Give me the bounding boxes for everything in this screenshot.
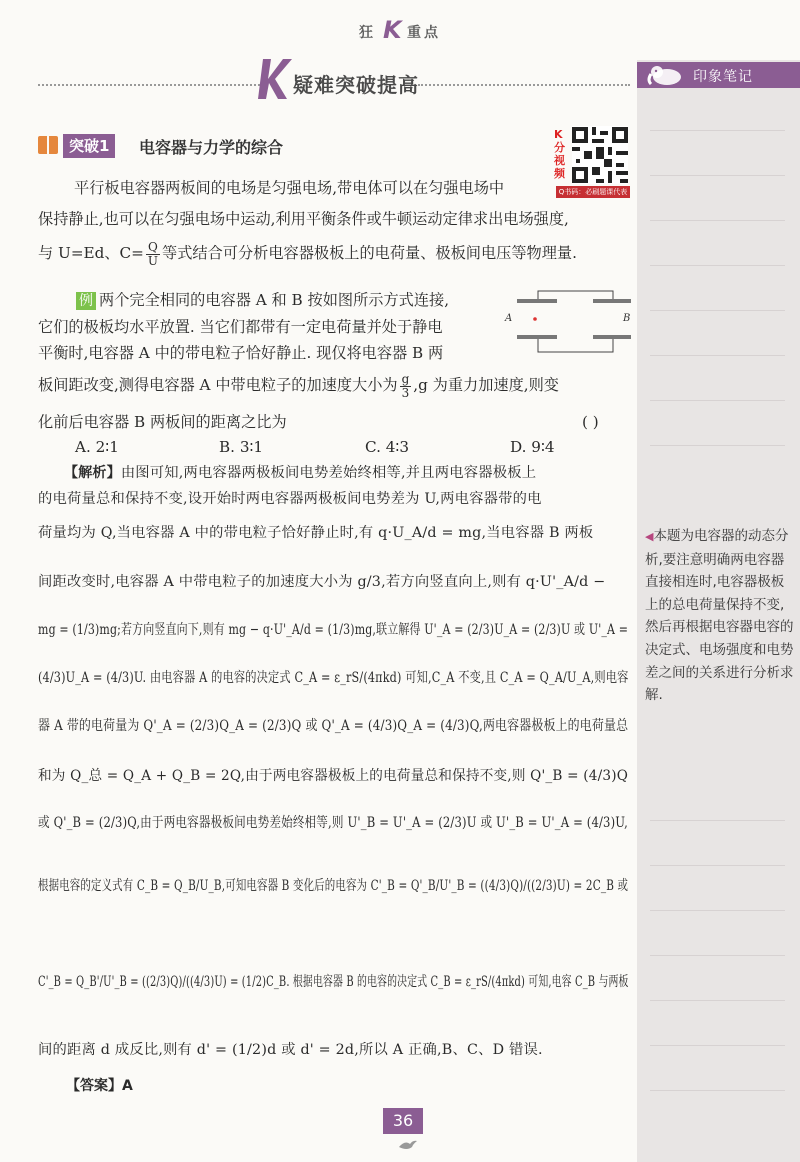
intro-line: 保持静止,也可以在匀强电场中运动,利用平衡条件或牛顿运动定律求出电场强度,: [38, 210, 569, 228]
solution-line: 间距改变时,电容器 A 中带电粒子的加速度大小为 g/3,若方向竖直向上,则有 q·U'_A/d −: [38, 574, 606, 590]
brand-header: [345, 14, 455, 44]
banner-title: 疑难突破提高: [293, 73, 419, 97]
answer-value: A: [122, 1078, 133, 1094]
page-number: 36: [383, 1108, 423, 1134]
solution-line: 根据电容的定义式有 C_B = Q_B/U_B,可知电容器 B 变化后的电容为 C'_B = Q'_B/U'_B = ((4/3)Q)/((2/3)U) = 2C_B 或: [38, 878, 629, 894]
notes-tab-label: 印象笔记: [693, 69, 753, 85]
brand-right: 重点: [407, 25, 441, 41]
option-a: A. 2∶1: [75, 438, 119, 456]
solution-line: C'_B = Q_B'/U'_B = ((2/3)Q)/((4/3)U) = (1/2)C_B. 根据电容器 B 的电容的决定式 C_B = ε_rS/(4πkd) 可知,电容 C_B 与两板: [38, 974, 629, 990]
note-rule: [650, 1090, 785, 1091]
answer-head: 【答案】: [66, 1078, 122, 1094]
example-line: 例 两个完全相同的电容器 A 和 B 按如图所示方式连接,: [76, 290, 449, 310]
video-qr-block[interactable]: [554, 126, 630, 198]
diagram-label-b: B: [623, 313, 631, 324]
note-rule: [650, 400, 785, 401]
answer-line: [66, 1075, 133, 1096]
solution-head: 【解析】: [64, 465, 121, 481]
solution-line: 间的距离 d 成反比,则有 d' = (1/2)d 或 d' = 2d,所以 A 正确,B、C、D 错误.: [38, 1042, 543, 1058]
notes-header: [637, 62, 800, 88]
note-rule: [650, 1045, 785, 1046]
note-rule: [650, 130, 785, 131]
solution-line: 【解析】由图可知,两电容器两极板间电势差始终相等,并且两电容器极板上: [64, 465, 537, 481]
intro-line: 与 U=Ed、C= $\frac{Q}{U}$ 等式结合可分析电容器极板上的电荷量、极板间电压等物理量.: [38, 239, 577, 268]
section-title: 电容器与力学的综合: [139, 138, 284, 157]
note-rule: [650, 355, 785, 356]
example-line: 化前后电容器 B 两板间的距离之比为: [38, 413, 287, 431]
note-rule: [650, 865, 785, 866]
section-banner: [255, 55, 545, 103]
example-line: 板间距改变,测得电容器 A 中带电粒子的加速度大小为 $\frac{g}{3}$ ,g 为重力加速度,则变: [38, 371, 559, 400]
solution-line: mg = (1/3)mg;若方向竖直向下,则有 mg − q·U'_A/d = (1/3)mg,联立解得 U'_A = (2/3)U_A = (2/3)U 或 U'_A =: [38, 622, 629, 638]
note-rule: [650, 220, 785, 221]
note-rule: [650, 955, 785, 956]
diagram-label-a: A: [505, 313, 513, 324]
solution-line: 和为 Q_总 = Q_A + Q_B = 2Q,由于两电容器极板上的电荷量总和保持不变,则 Q'_B = (4/3)Q: [38, 768, 629, 784]
note-rule: [650, 175, 785, 176]
note-rule: [650, 1000, 785, 1001]
video-label: K分视频: [554, 128, 565, 180]
qr-code-icon[interactable]: [572, 126, 628, 184]
qr-caption: Q书码：必刷题课代表: [556, 186, 630, 198]
solution-line: 的电荷量总和保持不变,设开始时两电容器两极板间电势差为 U,两电容器带的电: [38, 491, 542, 507]
example-line: 平衡时,电容器 A 中的带电粒子恰好静止. 现仅将电容器 B 两: [38, 344, 444, 362]
dotted-divider: [38, 84, 260, 86]
brand-left: 狂: [359, 25, 376, 41]
k-logo-icon: [255, 55, 295, 103]
book-icon: [38, 136, 58, 154]
solution-line: 荷量均为 Q,当电容器 A 中的带电粒子恰好静止时,有 q·U_A/d = mg,当电容器 B 两板: [38, 525, 594, 541]
note-callout: ◀本题为电容器的动态分析,要注意明确两电容器直接相连时,电容器极板上的总电荷量保持不变,然后再根据电容器电容的决定式、电场强度和电势差之间的关系进行分析求解.: [645, 528, 794, 704]
option-d: D. 9∶4: [510, 438, 555, 456]
note-rule: [650, 910, 785, 911]
triangle-icon: ◀: [645, 530, 654, 543]
elephant-icon: [645, 64, 689, 90]
note-rule: [650, 445, 785, 446]
example-line: 它们的极板均水平放置. 当它们都带有一定电荷量并处于静电: [38, 318, 443, 336]
section-label: 突破1: [63, 134, 115, 158]
solution-line: (4/3)U_A = (4/3)U. 由电容器 A 的电容的决定式 C_A = ε_rS/(4πkd) 可知,C_A 不变,且 C_A = Q_A/U_A,则电容: [38, 670, 629, 686]
solution-line: 器 A 带的电荷量为 Q'_A = (2/3)Q_A = (2/3)Q 或 Q'_A = (4/3)Q_A = (4/3)Q,两电容器极板上的电荷量总: [38, 718, 629, 734]
example-tag: 例: [76, 292, 96, 310]
option-b: B. 3∶1: [219, 438, 264, 456]
intro-line: 平行板电容器两板间的电场是匀强电场,带电体可以在匀强电场中: [74, 179, 505, 197]
brand-k-logo: K: [383, 16, 402, 44]
solution-line: 或 Q'_B = (2/3)Q,由于两电容器极板间电势差始终相等,则 U'_B = U'_A = (2/3)U 或 U'_B = U'_A = (4/3)U,: [38, 815, 628, 831]
note-rule: [650, 820, 785, 821]
capacitor-diagram: [503, 290, 633, 356]
answer-paren: ( ): [582, 413, 599, 431]
note-rule: [650, 310, 785, 311]
option-c: C. 4∶3: [365, 438, 410, 456]
bird-icon: [398, 1138, 418, 1152]
note-rule: [650, 265, 785, 266]
